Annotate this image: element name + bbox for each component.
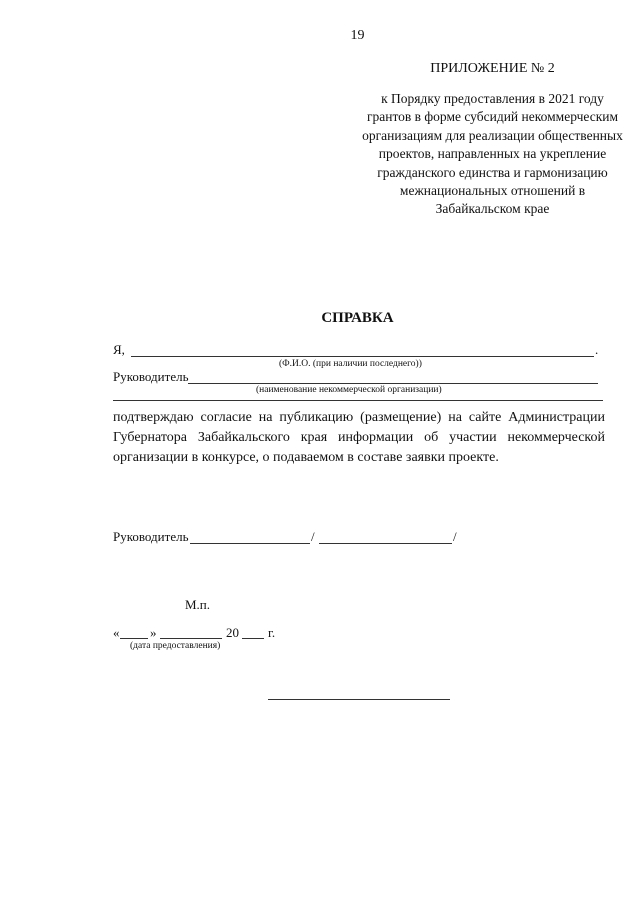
appendix-description: к Порядку предоставления в 2021 году грантов в форме субсидий некоммерческим организациям для реализации общественных проектов, направленных на укрепление гражданского единства и гармонизацию межнациональных отношений в Забайкальском крае: [362, 91, 623, 217]
signature-end: /: [453, 529, 457, 544]
organization-input-line-2[interactable]: [113, 400, 603, 401]
date-day-input-line[interactable]: [120, 638, 148, 639]
page-number: 19: [350, 28, 365, 43]
ya-label: Я,: [113, 342, 125, 357]
date-year-suffix: г.: [268, 625, 276, 640]
head-label: Руководитель: [113, 369, 189, 384]
consent-text: подтверждаю согласие на публикацию (размещение) на сайте Администрации Губернатора Забайкальского края информации об участии некоммерческой организации в конкурсе, о подаваемом в составе заявки проекте.: [113, 410, 605, 465]
signature-separator: /: [311, 529, 315, 544]
signature-name-input-line[interactable]: [319, 543, 452, 544]
date-caption: (дата предоставления): [130, 641, 221, 651]
date-month-input-line[interactable]: [160, 638, 222, 639]
signature-input-line[interactable]: [190, 543, 310, 544]
fio-input-line[interactable]: [131, 356, 594, 357]
date-close-quote: »: [150, 625, 157, 640]
ya-line-end: .: [595, 342, 599, 357]
date-year-prefix: 20: [226, 625, 239, 640]
date-open-quote: «: [113, 625, 120, 640]
seal-label: М.п.: [185, 597, 211, 612]
organization-caption: (наименование некоммерческой организации): [256, 385, 442, 395]
signature-label: Руководитель: [113, 529, 189, 544]
date-year-input-line[interactable]: [242, 638, 264, 639]
bottom-separator: [268, 699, 450, 700]
document-title: СПРАВКА: [321, 310, 394, 326]
appendix-title: ПРИЛОЖЕНИЕ № 2: [430, 61, 555, 76]
fio-caption: (Ф.И.О. (при наличии последнего)): [279, 359, 422, 369]
organization-input-line[interactable]: [188, 383, 598, 384]
